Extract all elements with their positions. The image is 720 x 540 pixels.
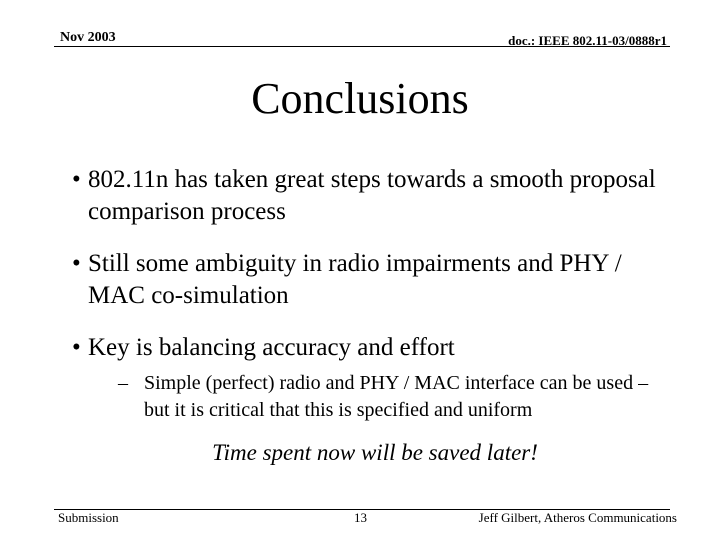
page-number: 13 [354,510,367,525]
footer-author: Jeff Gilbert, Atheros Communications [478,510,677,525]
bullet-text: Still some ambiguity in radio impairments and PHY / MAC co-simulation [88,250,622,309]
footer-left: Submission [58,510,119,525]
sub-bullet-item [118,370,672,424]
sub-bullet-marker: – [118,372,128,394]
bullet-item [72,248,672,312]
bullet-marker: • [72,334,81,361]
header-divider [54,46,670,47]
bullet-marker: • [72,166,81,193]
bullet-item [72,164,672,228]
bullet-text: Key is balancing accuracy and effort [88,334,455,361]
slide-title: Conclusions [251,74,469,123]
header-doc-id: doc.: IEEE 802.11-03/0888r1 [508,33,667,48]
bullet-list [72,164,672,444]
sub-bullet-text: Simple (perfect) radio and PHY / MAC interface can be used – but it is critical that this is specified and uniform [144,372,649,421]
bullet-marker: • [72,250,81,277]
closing-note: Time spent now will be saved later! [212,440,538,465]
bullet-text: 802.11n has taken great steps towards a smooth proposal comparison process [88,166,656,225]
header-date: Nov 2003 [60,30,116,45]
bullet-item [72,332,672,364]
